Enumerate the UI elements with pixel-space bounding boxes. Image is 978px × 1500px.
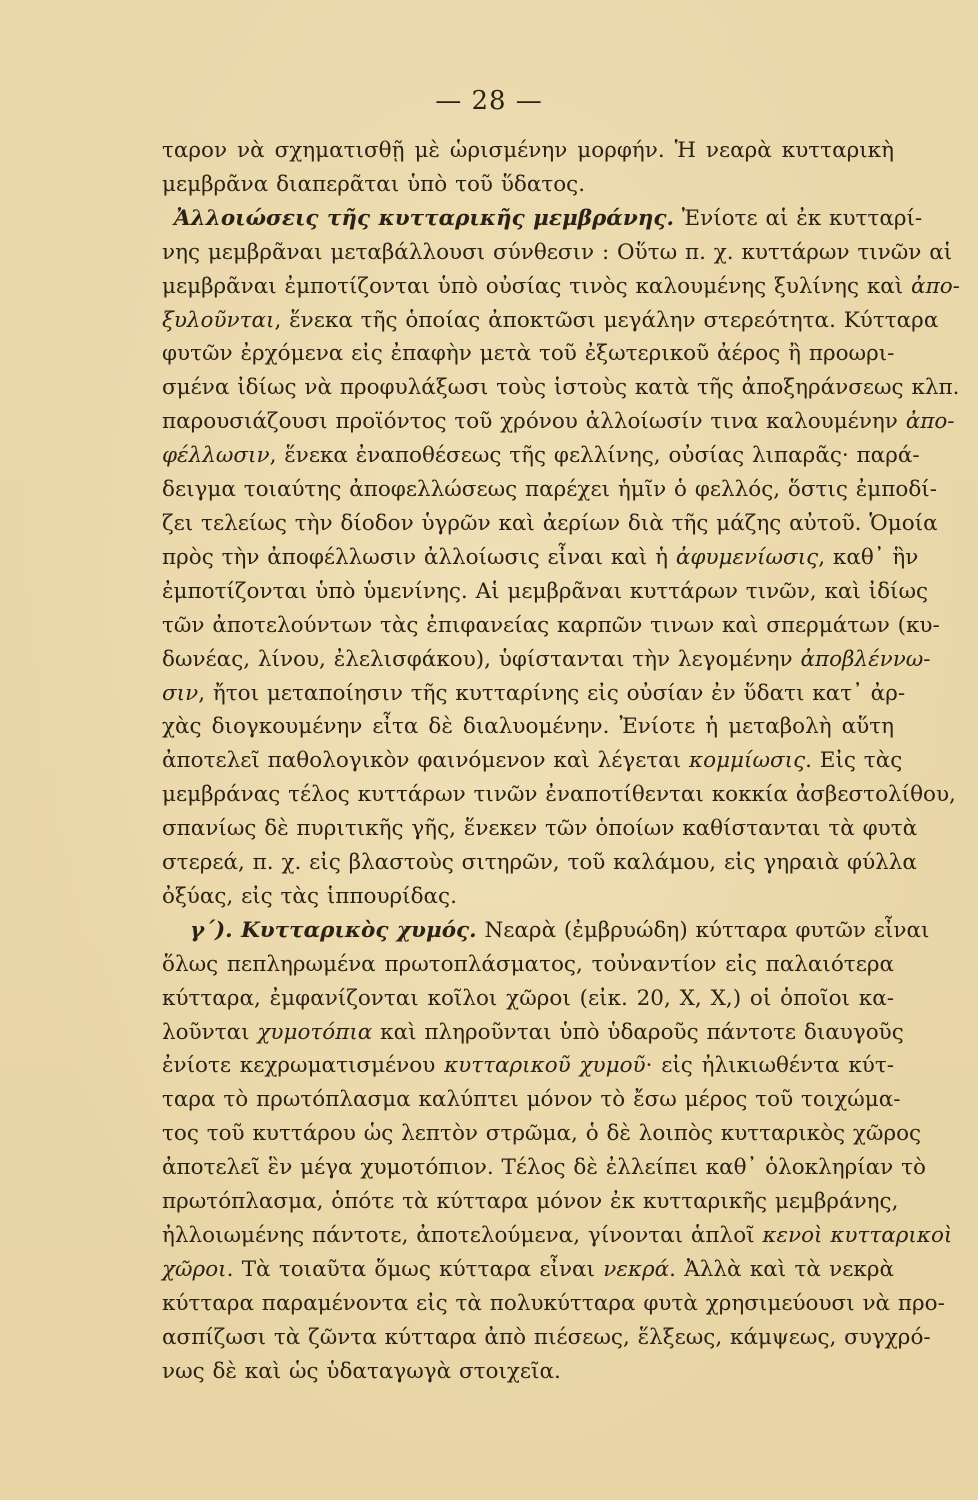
- italic-term: ἀπο-: [911, 273, 960, 299]
- section-heading: Ἀλλοιώσεις τῆς κυτταρικῆς μεμβράνης.: [174, 205, 674, 231]
- text-line: [162, 1185, 899, 1219]
- text-line: [162, 541, 919, 575]
- italic-term: ἀφυμενίωσις: [675, 544, 819, 570]
- text-segment: τῶν ἀποτελούντων τὰς ἐπιφανείας καρπῶν τινων καὶ σπερμάτων (κυ-: [162, 612, 940, 638]
- section-heading: γ΄). Κυτταρικὸς χυμός.: [190, 917, 477, 943]
- text-segment: νως δὲ καὶ ὡς ὑδαταγωγὰ στοιχεῖα.: [162, 1358, 561, 1384]
- text-segment: παρουσιάζουσι προϊόντος τοῦ χρόνου ἀλλοίωσίν τινα καλουμένην: [162, 409, 906, 435]
- italic-term: σιν: [162, 680, 199, 706]
- text-segment: ἀποτελεῖ παθολογικὸν φαινόμενον καὶ λέγεται: [162, 748, 690, 774]
- text-segment: ἠλλοιωμένης πάντοτε, ἀποτελούμενα, γίνονται ἁπλοῖ: [162, 1223, 763, 1248]
- text-line: [162, 982, 894, 1016]
- text-line: [162, 507, 938, 541]
- italic-term: χῶροι: [162, 1256, 227, 1282]
- text-segment: στερεά, π. χ. εἰς βλαστοὺς σιτηρῶν, τοῦ καλάμου, εἰς γηραιὰ φύλλα: [162, 850, 917, 876]
- text-segment: τος τοῦ κυττάρου ὡς λεπτὸν στρῶμα, ὁ δὲ λοιπὸς κυτταρικὸς χῶρος: [162, 1121, 922, 1147]
- italic-term: κενοὶ κυτταρικοὶ: [762, 1223, 953, 1248]
- italic-term: κομμίωσις: [689, 748, 806, 774]
- text-segment: ταρον νὰ σχηματισθῇ μὲ ὡρισμένην μορφήν. Ἡ νεαρὰ κυτταρικὴ: [162, 138, 894, 163]
- body-text: [162, 134, 960, 1389]
- page-number: — 28 —: [435, 86, 543, 116]
- text-line: [162, 677, 906, 711]
- text-line: [162, 710, 894, 744]
- italic-term: νεκρά: [603, 1256, 670, 1282]
- italic-term: ξυλοῦνται: [162, 307, 275, 333]
- text-segment: σμένα ἰδίως νὰ προφυλάξωσι τοὺς ἱστοὺς κατὰ τῆς ἀποξηράνσεως κλπ.: [162, 375, 960, 401]
- text-line: [162, 439, 920, 473]
- text-line: [162, 880, 894, 914]
- text-segment: κύτταρα, ἐμφανίζονται κοῖλοι χῶροι (εἰκ. 20, X, X,) οἱ ὁποῖοι κα-: [162, 985, 894, 1011]
- text-segment: σπανίως δὲ πυριτικῆς γῆς, ἕνεκεν τῶν ὁποίων καθίστανται τὰ φυτὰ: [162, 816, 918, 842]
- text-line: [162, 1355, 894, 1389]
- text-line: [162, 575, 929, 609]
- text-line: [162, 1219, 953, 1253]
- text-segment: καὶ πληροῦνται ὑπὸ ὑδαροῦς πάντοτε διαυγοῦς: [372, 1019, 904, 1045]
- text-segment: , ἕνεκα τῆς ὁποίας ἀποκτῶσι μεγάλην στερεότητα. Κύτταρα: [274, 307, 939, 333]
- text-line: [162, 1083, 901, 1117]
- text-segment: ἐμποτίζονται ὑπὸ ὑμενίνης. Αἱ μεμβρᾶναι κυττάρων τινῶν, καὶ ἰδίως: [162, 578, 929, 604]
- text-line: [162, 1287, 945, 1321]
- text-line: [162, 337, 894, 371]
- italic-term: χυμοτόπια: [257, 1019, 373, 1045]
- text-segment: λοῦνται: [162, 1019, 258, 1045]
- text-segment: . Ἀλλὰ καὶ τὰ νεκρὰ: [669, 1256, 894, 1282]
- text-line: [162, 1117, 922, 1151]
- text-segment: . Εἰς τὰς: [805, 748, 903, 774]
- text-segment: δωνέας, λίνου, ἐλελισφάκου), ὑφίστανται τὴν λεγομένην: [162, 646, 801, 672]
- text-segment: δειγμα τοιαύτης ἀποφελλώσεως παρέχει ἡμῖν ὁ φελλός, ὅστις ἐμποδί-: [162, 477, 937, 503]
- text-line: [162, 236, 953, 270]
- text-line: [162, 643, 931, 677]
- text-segment: ζει τελείως τὴν δίοδον ὑγρῶν καὶ ἀερίων διὰ τῆς μάζης αὐτοῦ. Ὁμοία: [162, 510, 938, 536]
- text-segment: ὀξύας, εἰς τὰς ἱππουρίδας.: [162, 883, 457, 909]
- italic-term: κυτταρικοῦ χυμοῦ: [444, 1053, 646, 1079]
- text-line: [162, 1253, 894, 1287]
- italic-term: ἀπο-: [905, 409, 955, 435]
- text-line: [162, 202, 923, 236]
- text-segment: . Τὰ τοιαῦτα ὅμως κύτταρα εἶναι: [226, 1256, 604, 1282]
- text-line: [162, 1321, 931, 1355]
- text-line: [162, 1016, 904, 1050]
- text-line: [162, 405, 955, 439]
- text-segment: , καθ᾽ ἣν: [818, 544, 919, 570]
- text-segment: ταρα τὸ πρωτόπλασμα καλύπτει μόνον τὸ ἔσω μέρος τοῦ τοιχώμα-: [162, 1087, 901, 1113]
- text-segment: μεμβράνας τέλος κυττάρων τινῶν ἐναποτίθενται κοκκία ἀσβεστολίθου,: [162, 782, 956, 808]
- text-line: [162, 270, 960, 304]
- text-segment: νης μεμβρᾶναι μεταβάλλουσι σύνθεσιν : Οὕτω π. χ. κυττάρων τινῶν αἱ: [162, 239, 953, 265]
- text-segment: ὅλως πεπληρωμένα πρωτοπλάσματος, τοὐναντίον εἰς παλαιότερα: [162, 951, 894, 977]
- text-segment: Νεαρὰ (ἐμβρυώδη) κύτταρα φυτῶν εἶναι: [476, 917, 930, 943]
- text-line: [162, 778, 956, 812]
- italic-term: φέλλωσιν: [162, 443, 270, 469]
- text-segment: ἀποτελεῖ ἓν μέγα χυμοτόπιον. Τέλος δὲ ἐλλείπει καθ᾽ ὁλοκληρίαν τὸ: [162, 1155, 926, 1181]
- text-segment: , ἕνεκα ἐναποθέσεως τῆς φελλίνης, οὐσίας λιπαρᾶς· παρά-: [269, 443, 920, 469]
- text-line: [162, 473, 937, 507]
- italic-term: ἀποβλέννω-: [800, 646, 931, 672]
- text-line: [162, 744, 903, 778]
- text-segment: ἐνίοτε κεχρωματισμένου: [162, 1053, 445, 1079]
- text-segment: · εἰς ἠλικιωθέντα κύτ-: [645, 1053, 894, 1079]
- text-segment: μεμβρᾶναι ἐμποτίζονται ὑπὸ οὐσίας τινὸς καλουμένης ξυλίνης καὶ: [162, 273, 912, 299]
- text-line: [162, 304, 939, 338]
- text-line: [162, 371, 960, 405]
- text-line: [162, 1151, 926, 1185]
- text-segment: κύτταρα παραμένοντα εἰς τὰ πολυκύτταρα φυτὰ χρησιμεύουσι νὰ προ-: [162, 1290, 945, 1316]
- text-line: [162, 914, 930, 948]
- text-segment: Ἐνίοτε αἱ ἐκ κυτταρί-: [673, 205, 923, 231]
- text-line: [162, 1049, 894, 1083]
- text-segment: πρωτόπλασμα, ὁπότε τὰ κύτταρα μόνον ἐκ κυτταρικῆς μεμβράνης,: [162, 1189, 899, 1215]
- text-segment: ασπίζωσι τὰ ζῶντα κύτταρα ἀπὸ πιέσεως, ἕλξεως, κάμψεως, συγχρό-: [162, 1324, 931, 1350]
- text-line: [162, 609, 940, 643]
- text-line: [162, 168, 894, 202]
- text-line: [162, 948, 894, 982]
- text-segment: πρὸς τὴν ἀποφέλλωσιν ἀλλοίωσις εἶναι καὶ ἡ: [162, 544, 676, 570]
- text-segment: χὰς διογκουμένην εἶτα δὲ διαλυομένην. Ἐνίοτε ἡ μεταβολὴ αὕτη: [162, 714, 894, 740]
- text-segment: φυτῶν ἐρχόμενα εἰς ἐπαφὴν μετὰ τοῦ ἐξωτερικοῦ ἀέρος ἢ προωρι-: [162, 341, 895, 367]
- text-line: [162, 846, 917, 880]
- text-line: [162, 812, 918, 846]
- text-line: [162, 134, 894, 168]
- text-segment: , ἤτοι μεταποίησιν τῆς κυτταρίνης εἰς οὐσίαν ἐν ὕδατι κατ᾽ ἀρ-: [198, 680, 906, 706]
- text-segment: μεμβρᾶνα διαπερᾶται ὑπὸ τοῦ ὕδατος.: [162, 171, 586, 197]
